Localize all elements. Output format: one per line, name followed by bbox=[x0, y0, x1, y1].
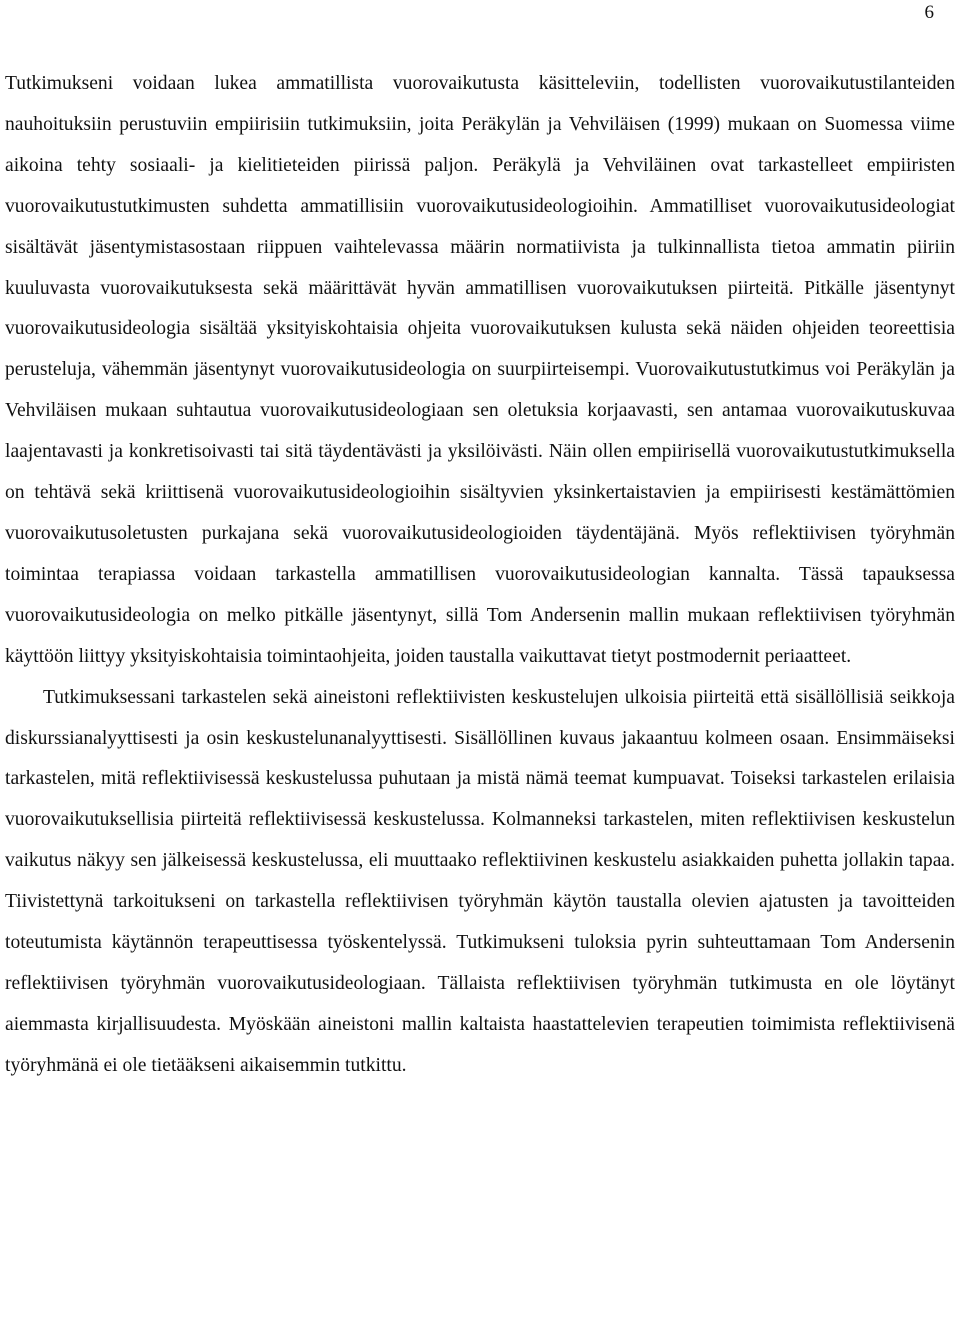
document-body bbox=[5, 64, 955, 1087]
paragraph-2: Tutkimuksessani tarkastelen sekä aineistoni reflektiivisten keskustelujen ulkoisia piirteitä että sisällöllisiä seikkoja diskurssianalyyttisesti ja osin keskustelunanalyyttisesti. Sisällöllinen kuvaus jakaantuu kolmeen osaan. Ensimmäiseksi tarkastelen, mitä reflektiivisessä keskustelussa puhutaan ja mistä nämä teemat kumpuavat. Toiseksi tarkastelen erilaisia vuorovaikutuksellisia piirteitä reflektiivisessä keskustelussa. Kolmanneksi tarkastelen, miten reflektiivisen keskustelun vaikutus näkyy sen jälkeisessä keskustelussa, eli muuttaako reflektiivinen keskustelu asiakkaiden puhetta jollakin tapaa. Tiivistettynä tarkoitukseni on tarkastella reflektiivisen työryhmän käytön taustalla olevien ajatusten ja tavoitteiden toteutumista käytännön terapeuttisessa työskentelyssä. Tutkimukseni tuloksia pyrin suhteuttamaan Tom Andersenin reflektiivisen työryhmän vuorovaikutusideologiaan. Tällaista reflektiivisen työryhmän tutkimusta en ole löytänyt aiemmasta kirjallisuudesta. Myöskään aineistoni mallin kaltaista haastattelevien terapeutien toimimista reflektiivisenä työryhmänä ei ole tietääkseni aikaisemmin tutkittu. bbox=[5, 686, 955, 1076]
page-number: 6 bbox=[924, 2, 934, 23]
paragraph-1: Tutkimukseni voidaan lukea ammatillista vuorovaikutusta käsitteleviin, todellisten vuorovaikutustilanteiden nauhoituksiin perustuviin empiirisiin tutkimuksiin, joita Peräkylän ja Vehviläisen (1999) mukaan on Suomessa viime aikoina tehty sosiaali- ja kielitieteiden piirissä paljon. Peräkylä ja Vehviläinen ovat tarkastelleet empiiristen vuorovaikutustutkimusten suhdetta ammatillisiin vuorovaikutusideologioihin. Ammatilliset vuorovaikutusideologiat sisältävät jäsentymistasostaan riippuen vaihtelevassa määrin normatiivista ja tulkinnallista tietoa ammatin piiriin kuuluvasta vuorovaikutuksesta sekä määrittävät hyvän ammatillisen vuorovaikutuksen piirteitä. Pitkälle jäsentynyt vuorovaikutusideologia sisältää yksityiskohtaisia ohjeita vuorovaikutuksen kulusta sekä näiden ohjeiden teoreettisia perusteluja, vähemmän jäsentynyt vuorovaikutusideologia on suurpiirteisempi. Vuorovaikutustutkimus voi Peräkylän ja Vehviläisen mukaan suhtautua vuorovaikutusideologiaan sen oletuksia korjaavasti, sen antamaa vuorovaikutuskuvaa laajentavasti ja konkretisoivasti tai sitä täydentävästi ja yksilöivästi. Näin ollen empiirisellä vuorovaikutustutkimuksella on tehtävä sekä kriittisenä vuorovaikutusideologioihin sisältyvien yksinkertaistavien ja empiirisesti kestämättömien vuorovaikutusoletusten purkajana sekä vuorovaikutusideologioiden täydentäjänä. Myös reflektiivisen työryhmän toimintaa terapiassa voidaan tarkastella ammatillisen vuorovaikutusideologian kannalta. Tässä tapauksessa vuorovaikutusideologia on melko pitkälle jäsentynyt, sillä Tom Andersenin mallin mukaan reflektiivisen työryhmän käyttöön liittyy yksityiskohtaisia toimintaohjeita, joiden taustalla vaikuttavat tietyt postmodernit periaatteet. bbox=[5, 73, 955, 667]
